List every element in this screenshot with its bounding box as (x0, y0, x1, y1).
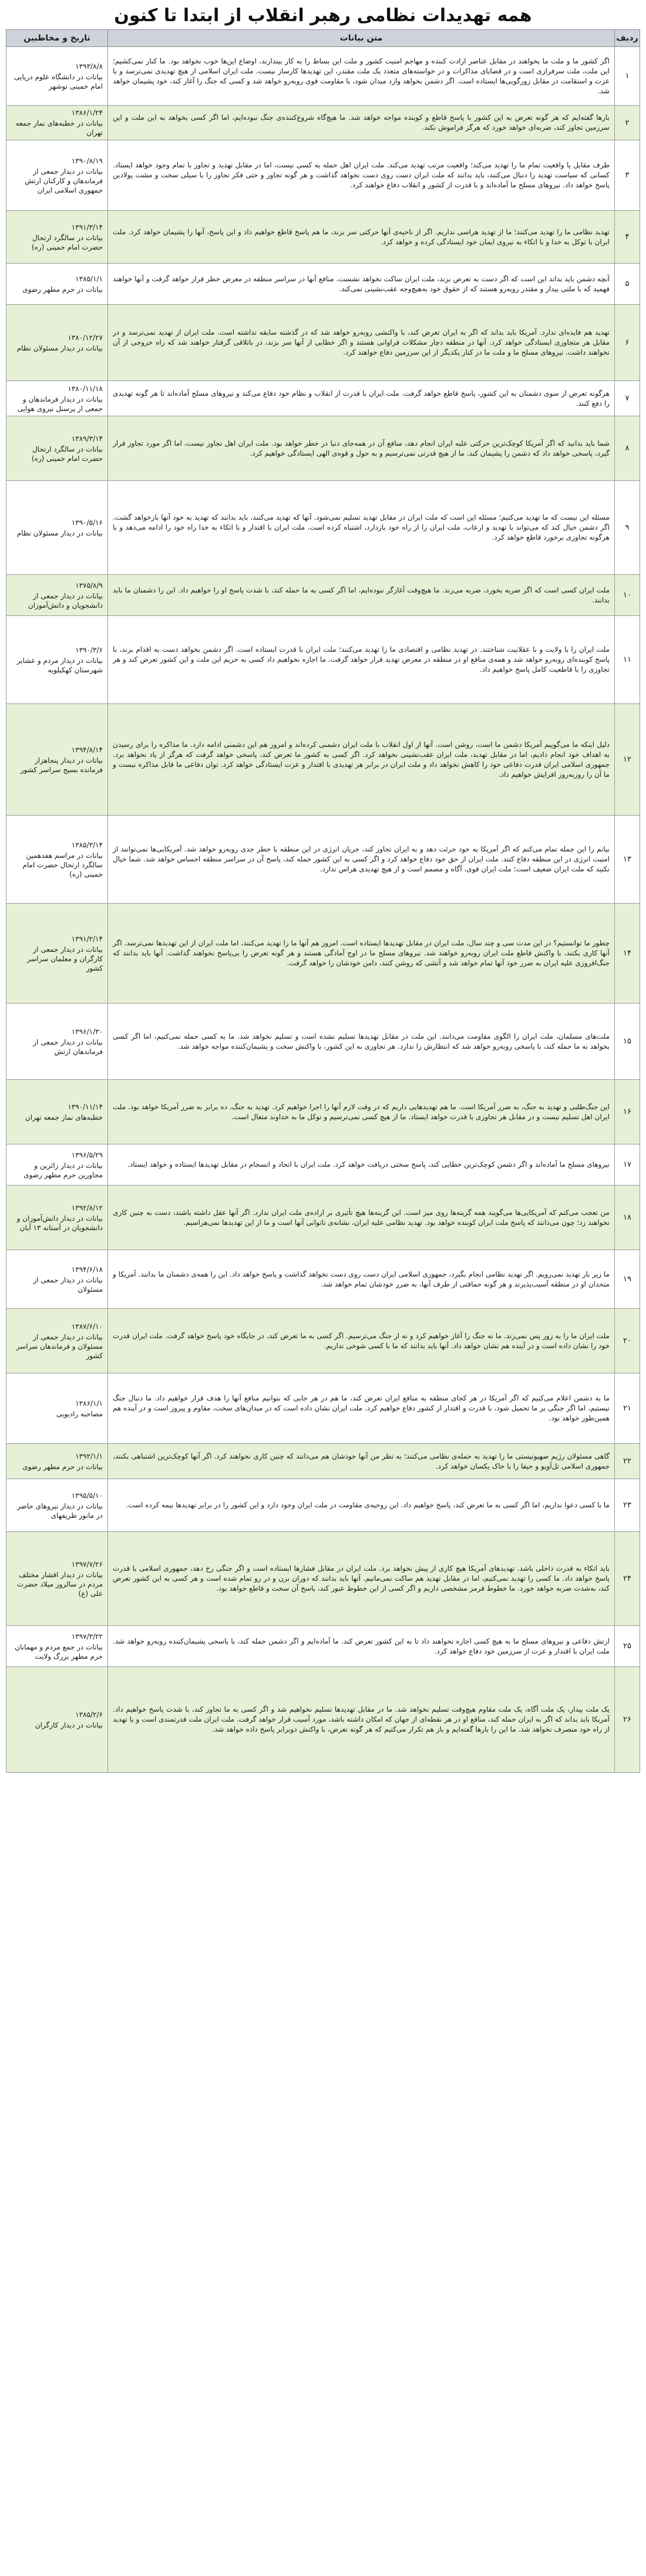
row-number: ۲ (615, 106, 640, 140)
statements-table (6, 29, 640, 1773)
statement-audience: بیانات در دیدار زائرین و مجاورین حرم مطهر رضوی (23, 1161, 103, 1179)
table-row (6, 1186, 640, 1250)
table-row (6, 1479, 640, 1532)
statement-text: تهدید نظامی ما را تهدید می‌کنند؛ ما از تهدید هراسی نداریم. اگر از ناحیه‌ی آنها حرکتی سر بزند، ما هم پاسخ قاطع خواهیم داد و این پاسخ، آنها را پشیمان خواهد کرد. ملت ایران با توکل به خدا و با اتکاء به نیروی ایمان خود ایستادگی کرده و خواهد کرد. (108, 211, 615, 264)
row-number: ۱۹ (615, 1250, 640, 1309)
row-number: ۲۲ (615, 1444, 640, 1479)
statement-text: ما با کسی دعوا نداریم، اما اگر کسی به ما تعرض کند، پاسخ خواهیم داد. این روحیه‌ی مقاومت در ملت ایران وجود دارد و این کشور را در برابر تهدیدها بیمه کرده است. (108, 1479, 615, 1532)
statement-text: ملت ایران ما را به زور پس نمی‌زند. ما نه جنگ را آغاز خواهیم کرد و نه از جنگ می‌ترسیم. اگر کسی به ما تعرض کند، در جایگاه خود پاسخ خواهد گرفت. ملت ایران قدرت خود را نشان داده است و در آینده هم نشان خواهد داد. آنها باید بدانند که ما با کسی شوخی نداریم. (108, 1309, 615, 1373)
table-row (6, 1309, 640, 1373)
statement-text: هرگونه تعرض از سوی دشمنان به این کشور، پاسخ قاطع خواهد گرفت. ملت ایران با قدرت از انقلاب و نظام خود دفاع می‌کند و نیروهای مسلح آماده‌اند تا هر گونه تهدیدی را دفع کنند. (108, 381, 615, 416)
row-number: ۸ (615, 416, 640, 481)
table-row (6, 1444, 640, 1479)
statement-text: باید اتکاء به قدرت داخلی باشد. تهدیدهای آمریکا هیچ کاری از پیش نخواهد برد. ملت ایران در مقابل فشارها ایستاده است و اگر جنگی رخ دهد، جمهوری اسلامی با قدرت پاسخ خواهد داد. ما کسی را تهدید نمی‌کنیم، اما در مقابل تهدید هم ساکت نمی‌مانیم. آنها باید بدانند که دوران بزن و در رو تمام شده است و هر کسی به این کشور تعرض کند، به‌شدت ضربه خواهد خورد. ما خطوط قرمز مشخصی داریم و اگر کسی از این خطوط عبور کند، پاسخ آن سخت و قاطع خواهد بود. (108, 1532, 615, 1626)
date-audience-cell (6, 816, 108, 904)
statement-date: ۱۳۸۰/۱۲/۲۷ (68, 333, 103, 342)
statement-audience: بیانات در دیدار نیروهای حاضر در مانور ظریفهای (16, 1501, 103, 1520)
column-header-meta: تاریخ و مخاطبین (6, 30, 108, 47)
statement-audience: بیانات در دیدار جمعی از فرماندهان و کارکنان ارتش جمهوری اسلامی ایران (25, 167, 103, 194)
row-number: ۱۴ (615, 904, 640, 1004)
row-number: ۳ (615, 140, 640, 211)
statement-date: ۱۳۹۴/۶/۱۸ (71, 1265, 103, 1274)
row-number: ۵ (615, 264, 640, 305)
statement-audience: بیانات در دیدار اقشار مختلف مردم در سالروز میلاد حضرت علی (ع) (16, 1570, 103, 1598)
table-row (6, 1080, 640, 1144)
statement-text: مسئله این نیست که ما تهدید می‌کنیم؛ مسئله این است که ملت ایران در مقابل تهدید تسلیم نمی‌شود. آنها که تهدید می‌کنند، باید بدانند که تهدید به خود آنها بازخواهد گشت. اگر دشمن خیال کند که می‌تواند با تهدید و ارعاب، ملت ایران را از راه خود بازدارد، اشتباه کرده است. ملت ایران با اقتدار و با اتکاء به خدا راه خود را ادامه می‌دهد و با هرگونه تجاوزی برخورد قاطع خواهد کرد. (108, 481, 615, 575)
statement-date: ۱۳۸۵/۱/۱ (75, 274, 103, 283)
statement-date: ۱۳۹۵/۵/۱۰ (71, 1491, 103, 1500)
table-row (6, 264, 640, 305)
table-body (6, 47, 640, 1773)
date-audience-cell (6, 1532, 108, 1626)
statement-date: ۱۳۹۰/۸/۱۹ (71, 156, 103, 165)
date-audience-cell (6, 1004, 108, 1080)
row-number: ۲۶ (615, 1667, 640, 1773)
date-audience-cell (6, 616, 108, 704)
date-audience-cell (6, 47, 108, 106)
row-number: ۲۱ (615, 1373, 640, 1444)
statement-text: ملت ایران را با ولایت و با عقلانیت شناختند. در تهدید نظامی و اقتصادی ما را تهدید می‌کنند؛ ملت ایران با قدرت ایستاده است. اگر دشمن بخواهد دست به اقدام بزند، با پاسخ کوبنده‌ای روبه‌رو خواهد شد و همه‌ی منافع او در منطقه در معرض تهدید قرار خواهد گرفت. ما اجازه نخواهیم داد کسی به حریم این ملت و این کشور تعرض کند و هر تجاوزی را با قاطعیت کامل پاسخ خواهیم داد. (108, 616, 615, 704)
row-number: ۴ (615, 211, 640, 264)
row-number: ۱۸ (615, 1186, 640, 1250)
row-number: ۷ (615, 381, 640, 416)
date-audience-cell (6, 1626, 108, 1667)
statement-date: ۱۳۹۱/۲/۱۴ (71, 934, 103, 943)
row-number: ۱۷ (615, 1144, 640, 1186)
date-audience-cell (6, 305, 108, 381)
statement-audience: بیانات در دانشگاه علوم دریایی امام خمینی نوشهر (14, 72, 103, 90)
date-audience-cell (6, 1479, 108, 1532)
date-audience-cell (6, 904, 108, 1004)
date-audience-cell (6, 575, 108, 616)
statement-audience: خطبه‌های نماز جمعه تهران (25, 1113, 103, 1122)
statement-audience: بیانات در دیدار مردم و عشایر شهرستان کهکیلویه (16, 656, 103, 674)
statement-date: ۱۳۹۷/۷/۲۶ (71, 1560, 103, 1568)
statement-text: اگر کشور ما و ملت ما بخواهند در مقابل عناصر ارادت کننده و مهاجم امنیت کشور و ملت این بساط را به کار بیندازند، اوضاع این‌ها خوب نخواهد بود. ما کنار نمی‌کشیم؛ این ملت، ملت سرفرازی است و در قضایای مذاکرات و در خواسته‌های متعدد یک ملت مقتدر، این تهدیدها کارساز نیست. ملت ایران اسلامی از هیچ تهدیدی نمی‌ترسد و با عزت و استقامت در مقابل زورگویی‌ها ایستاده است. اگر دشمن بخواهد وارد میدان شود، با مقاومت قوی روبه‌رو خواهد شد و کسی که جنگ را آغاز کند، خود پشیمان خواهد شد. (108, 47, 615, 106)
table-row (6, 381, 640, 416)
table-row (6, 106, 640, 140)
statement-date: ۱۳۸۵/۳/۱۴ (71, 840, 103, 849)
table-row (6, 1532, 640, 1626)
date-audience-cell (6, 211, 108, 264)
statement-audience: بیانات در دیدار جمعی از مسئولان و فرماندهان سراسر کشور (16, 1332, 103, 1360)
statement-text: ملت ایران کسی است که اگر ضربه بخورد، ضربه می‌زند. ما هیچ‌وقت آغازگر نبوده‌ایم، اما اگر کسی به ما حمله کند، با شدت پاسخ او را خواهیم داد. این را دشمنان ما باید بدانند. (108, 575, 615, 616)
row-number: ۹ (615, 481, 640, 575)
statement-audience: بیانات در دیدار جمعی از کارگران و معلمان سراسر کشور (26, 945, 103, 972)
statement-date: ۱۳۹۴/۸/۱۴ (71, 745, 103, 754)
date-audience-cell (6, 1250, 108, 1309)
statement-date: ۱۳۹۰/۵/۱۶ (71, 518, 103, 527)
statement-audience: مصاحبه رادیویی (56, 1409, 103, 1418)
statement-date: ۱۳۹۶/۵/۲۹ (71, 1150, 103, 1159)
statement-date: ۱۳۷۵/۸/۹ (75, 581, 103, 590)
row-number: ۱ (615, 47, 640, 106)
statement-text: ارتش دفاعی و نیروهای مسلح ما به هیچ کسی اجازه نخواهند داد تا به این کشور تعرض کند. ما آماده‌ایم و اگر دشمن حمله کند، با پاسخی پشیمان‌کننده روبه‌رو خواهد شد. ملت ایران با اقتدار و عزت از سرزمین خود دفاع خواهد کرد. (108, 1626, 615, 1667)
statement-date: ۱۳۹۶/۱/۳۰ (71, 1027, 103, 1036)
statement-audience: بیانات در خطبه‌های نماز جمعه تهران (15, 119, 103, 137)
statement-date: ۱۳۸۷/۶/۱۰ (71, 1322, 103, 1331)
date-audience-cell (6, 416, 108, 481)
row-number: ۱۵ (615, 1004, 640, 1080)
statement-audience: بیانات در مراسم هفدهمین سالگرد ارتحال حضرت امام خمینی (ره) (22, 851, 103, 878)
row-number: ۲۴ (615, 1532, 640, 1626)
table-row (6, 305, 640, 381)
statement-date: ۱۳۹۳/۸/۸ (75, 62, 103, 70)
row-number: ۱۰ (615, 575, 640, 616)
statement-audience: بیانات در دیدار کارگران (35, 1720, 103, 1729)
statement-text: یک ملت بیدار، یک ملت آگاه، یک ملت مقاوم هیچ‌وقت تسلیم نخواهد شد. ما در مقابل تهدیدها تسلیم نخواهیم شد و اگر کسی به ما تجاوز کند، با شدت پاسخ خواهیم داد. آمریکا باید بداند که اگر به ایران حمله کند، منافع او در هر نقطه‌ای از جهان که امکان داشته باشد، مورد آسیب قرار خواهد گرفت. ملت ایران ملت قدرتمندی است و با تهدید از راه خود منصرف نخواهد شد. ما این را بارها گفته‌ایم و باز هم تکرار می‌کنیم که هر گونه تعرض، با واکنش دوبرابر پاسخ داده خواهد شد. (108, 1667, 615, 1773)
column-header-text: متن بیانات (108, 30, 615, 47)
statement-audience: بیانات در دیدار فرماندهان و جمعی از پرسنل نیروی هوایی (17, 395, 103, 413)
row-number: ۱۲ (615, 704, 640, 816)
statement-text: این جنگ‌طلبی و تهدید به جنگ، به ضرر آمریکا است. ما هم تهدیدهایی داریم که در وقت لازم آنها را اجرا خواهیم کرد. تهدید به جنگ، ده برابر به ضرر آمریکا خواهد بود. ملت ایران اهل تسلیم نیست و در مقابل هر تجاوزی با قدرت خواهد ایستاد. ما از هیچ کسی نمی‌ترسیم و توکل ما به خداوند متعال است. (108, 1080, 615, 1144)
table-row (6, 481, 640, 575)
statement-text: چطور ما توانستیم؟ در این مدت سی و چند سال، ملت ایران در مقابل تهدیدها ایستاده است. امروز هم آنها ما را تهدید می‌کنند، اما ملت ایران از این تهدیدها نمی‌ترسد. اگر آنها کاری بکنند، با واکنش قاطع ملت ایران روبه‌رو خواهند شد. نیروهای مسلح ما در اوج آمادگی هستند و هر گونه تعرض را بی‌پاسخ نخواهند گذاشت. آنها باید بدانند که جنگ‌افروزی علیه ایران به ضرر خود آنها تمام خواهد شد و آتشی که روشن کنند، دامن خودشان را خواهد گرفت. (108, 904, 615, 1004)
statement-text: ملت‌های مسلمان، ملت ایران را الگوی مقاومت می‌دانند. این ملت در مقابل تهدیدها تسلیم نشده است و تسلیم نخواهد شد. ما به کسی حمله نمی‌کنیم، اما اگر کسی بخواهد به ما حمله کند، با پاسخی روبه‌رو خواهد شد که انتظارش را ندارد. هر تجاوزی به این کشور، با واکنش سخت و پشیمان‌کننده مواجه خواهد شد. (108, 1004, 615, 1080)
row-number: ۱۳ (615, 816, 640, 904)
row-number: ۱۱ (615, 616, 640, 704)
statement-audience: بیانات در دیدار مسئولان نظام (16, 344, 103, 352)
statement-date: ۱۳۸۵/۲/۶ (75, 1710, 103, 1719)
statement-audience: بیانات در دیدار پنجاهزار فرمانده بسیج سراسر کشور (20, 756, 103, 774)
statement-audience: بیانات در حرم مطهر رضوی (22, 1462, 103, 1471)
statement-audience: بیانات در جمع مردم و مهمانان حرم مطهر بزرگ ولایت (15, 1642, 103, 1661)
statement-text: طرف مقابل یا واقعیت تمام ما را تهدید می‌کند؛ واقعیت مرتب تهدید می‌کند. ملت ایران اهل حمله به کسی نیست، اما در مقابل تهدید و تجاوز با تمام وجود خواهد ایستاد. کسانی که سیاست تهدید را دنبال می‌کنند، باید بدانند که ملت ایران دست روی دست نخواهد گذاشت و هر گونه تجاوز و حتی فکر تجاوز را با سیلی سخت و مشت پولادین پاسخ خواهد داد. نیروهای مسلح ما آماده‌اند و با قدرت از کشور و انقلاب دفاع خواهند کرد. (108, 140, 615, 211)
page-title: همه تهدیدات نظامی رهبر انقلاب از ابتدا تا کنون (114, 5, 532, 26)
statement-text: بیانم را این جمله تمام می‌کنم که اگر آمریکا به خود جرئت دهد و به ایران تجاوز کند، جریان انرژی در این منطقه با خطر جدی روبه‌رو خواهد شد. آمریکایی‌ها نمی‌توانند از امنیت انرژی در این منطقه دفاع کنند. ملت ایران از حق خود دفاع خواهد کرد و اگر کسی به این کشور حمله کند، پاسخ آن در سراسر منطقه احساس خواهد شد. شما خیال نکنید که ملت ایران ضعیف است؛ ملت ایران قوی، آگاه و مصمم است و از هیچ تهدیدی هراس ندارد. (108, 816, 615, 904)
date-audience-cell (6, 1444, 108, 1479)
row-number: ۲۰ (615, 1309, 640, 1373)
date-audience-cell (6, 1186, 108, 1250)
date-audience-cell (6, 140, 108, 211)
statement-audience: بیانات در دیدار دانش‌آموزان و دانشجویان در آستانه ۱۳ آبان (16, 1214, 103, 1232)
statement-date: ۱۳۹۰/۳/۶ (75, 645, 103, 654)
statement-audience: بیانات در سالگرد ارتحال حضرت امام خمینی (ره) (31, 445, 103, 463)
date-audience-cell (6, 1373, 108, 1444)
date-audience-cell (6, 1667, 108, 1773)
row-number: ۶ (615, 305, 640, 381)
date-audience-cell (6, 106, 108, 140)
statement-text: ما به دشمن اعلام می‌کنیم که اگر آمریکا در هر کجای منطقه به منافع ایران تعرض کند، ما هم در هر جایی که بتوانیم منافع آنها را هدف قرار خواهیم داد. ما دنبال جنگ نیستیم، اما اگر جنگی بر ما تحمیل شود، با قدرت و اقتدار از کشور دفاع خواهیم کرد. ملت ایران نشان داده است که در میدان‌های سخت، مقاوم و پیروز است و در آینده هم همین‌طور خواهد بود. (108, 1373, 615, 1444)
date-audience-cell (6, 481, 108, 575)
date-audience-cell (6, 704, 108, 816)
date-audience-cell (6, 1309, 108, 1373)
statement-text: من تعجب می‌کنم که آمریکایی‌ها می‌گویند همه گزینه‌ها روی میز است. این گزینه‌ها هیچ تأثیری بر اراده‌ی ملت ایران ندارد. اگر آنها عقل داشته باشند، دست به چنین کاری نخواهند زد؛ چون می‌دانند که پاسخ ملت ایران کوبنده خواهد بود. تهدید نظامی علیه ایران، نشانه‌ی ناتوانی آنها است و ما از این تهدیدها نمی‌هراسیم. (108, 1186, 615, 1250)
statement-text: ما زیر بار تهدید نمی‌رویم. اگر تهدید نظامی انجام بگیرد، جمهوری اسلامی ایران دست روی دست نخواهد گذاشت و پاسخ خواهد داد. این را همه‌ی دشمنان ما بدانند. آمریکا و متحدان او در منطقه آسیب‌پذیرند و هر گونه حماقتی از طرف آنها، به ضرر خودشان تمام خواهد شد. (108, 1250, 615, 1309)
statement-date: ۱۳۸۶/۱/۲۴ (71, 109, 103, 117)
table-row (6, 1667, 640, 1773)
row-number: ۲۵ (615, 1626, 640, 1667)
statement-audience: بیانات در دیدار جمعی از دانشجویان و دانش‌آموزان (28, 591, 103, 610)
statement-date: ۱۳۹۱/۳/۱۴ (71, 223, 103, 231)
statement-date: ۱۳۹۷/۳/۲۲ (71, 1632, 103, 1641)
table-row (6, 140, 640, 211)
statement-text: نیروهای مسلح ما آماده‌اند و اگر دشمن کوچک‌ترین خطایی کند، پاسخ سختی دریافت خواهد کرد. ملت ایران با اتحاد و انسجام در مقابل تهدیدها ایستاده و خواهد ایستاد. (108, 1144, 615, 1186)
statement-audience: بیانات در دیدار مسئولان نظام (16, 528, 103, 537)
table-row (6, 575, 640, 616)
table-row (6, 416, 640, 481)
statement-audience: بیانات در دیدار جمعی از مسئولان (33, 1275, 103, 1294)
statement-audience: بیانات در دیدار جمعی از فرماندهان ارتش (33, 1038, 103, 1056)
table-row (6, 1626, 640, 1667)
statement-text: شما باید بدانید که اگر آمریکا کوچک‌ترین حرکتی علیه ایران انجام دهد، منافع آن در همه‌جای دنیا در خطر خواهد بود. ملت ایران اهل تجاوز نیست، اما اگر مورد تجاوز قرار گیرد، پاسخی خواهد داد که دشمن را پشیمان کند. ما از هیچ قدرتی نمی‌ترسیم و به حول و قوه‌ی الهی ایستادگی خواهیم کرد. (108, 416, 615, 481)
table-row (6, 1144, 640, 1186)
statement-date: ۱۳۹۲/۱/۱ (75, 1452, 103, 1460)
date-audience-cell (6, 1080, 108, 1144)
table-row (6, 211, 640, 264)
table-row (6, 704, 640, 816)
table-row (6, 904, 640, 1004)
statement-date: ۱۳۸۹/۳/۱۴ (71, 434, 103, 443)
table-header-row (6, 30, 640, 47)
table-row (6, 1004, 640, 1080)
statement-text: بارها گفته‌ایم که هر گونه تعرض به این کشور با پاسخ قاطع و کوبنده مواجه خواهد شد. ما هیچ‌گاه شروع‌کننده‌ی جنگ نبوده‌ایم، اما اگر کسی بخواهد به این ملت و این سرزمین تجاوز کند، ضربه‌ای خواهد خورد که هرگز فراموش نکند. (108, 106, 615, 140)
statement-date: ۱۳۹۲/۸/۱۲ (71, 1203, 103, 1212)
statement-audience: بیانات در حرم مطهر رضوی (22, 285, 103, 294)
statement-audience: بیانات در سالگرد ارتحال حضرت امام خمینی (ره) (31, 233, 103, 251)
statement-date: ۱۳۸۰/۱۱/۱۸ (68, 384, 103, 393)
statement-text: گاهی مسئولان رژیم صهیونیستی ما را تهدید به حمله‌ی نظامی می‌کنند؛ به نظر من آنها خودشان هم می‌دانند که چنین کاری نخواهند کرد. اگر آنها کوچک‌ترین اشتباهی بکنند، جمهوری اسلامی تل‌آویو و حیفا را با خاک یکسان خواهد کرد. (108, 1444, 615, 1479)
statement-text: تهدید هم فایده‌ای ندارد. آمریکا باید بداند که اگر به ایران تعرض کند، با واکنشی روبه‌رو خواهد شد که در گذشته سابقه نداشته است. ملت ایران از تهدید نمی‌ترسد و در مقابل هر متجاوزی ایستادگی خواهد کرد. آنها در منطقه دچار مشکلات فراوانی هستند و اگر خطایی از آنها سر بزند، در باتلاقی گرفتار خواهند شد که راه خروجی از آن نخواهند داشت. نیروهای مسلح ما و ملت ما در کنار یکدیگر از این سرزمین دفاع خواهند کرد. (108, 305, 615, 381)
table-row (6, 47, 640, 106)
statement-date: ۱۳۸۶/۱/۱ (75, 1399, 103, 1407)
statement-date: ۱۳۹۰/۱۱/۱۴ (68, 1102, 103, 1111)
table-row (6, 816, 640, 904)
table-row (6, 1373, 640, 1444)
date-audience-cell (6, 1144, 108, 1186)
table-row (6, 616, 640, 704)
row-number: ۱۶ (615, 1080, 640, 1144)
statement-text: آنچه دشمن باید بداند این است که اگر دست به تعرض بزند، ملت ایران ساکت نخواهد نشست. منافع آنها در سراسر منطقه در معرض خطر قرار خواهد گرفت و آنها خواهند فهمید که با ملتی بیدار و مقتدر روبه‌رو هستند که از حقوق خود به‌هیچ‌وجه عقب‌نشینی نمی‌کند. (108, 264, 615, 305)
statement-text: دلیل اینکه ما می‌گوییم آمریکا دشمن ما است، روشن است. آنها از اول انقلاب با ملت ایران دشمنی کرده‌اند و امروز هم این دشمنی ادامه دارد. ما مذاکره را برای رسیدن به اهداف خود انجام دادیم، اما در مقابل تهدید، ملت ایران عقب‌نشینی نخواهد کرد. اگر کسی به کشور ما تعرض کند، پاسخی خواهد گرفت که هرگز از یاد نخواهد برد. جمهوری اسلامی ایران قدرت دفاعی خود را کاهش نخواهد داد و ملت ایران در برابر هر تهدیدی با اقتدار و عزت ایستادگی خواهد کرد. توان دفاعی ما قابل مذاکره نیست و ما آن را روزبه‌روز افزایش خواهیم داد. (108, 704, 615, 816)
date-audience-cell (6, 264, 108, 305)
row-number: ۲۳ (615, 1479, 640, 1532)
column-header-index: ردیف (615, 30, 640, 47)
table-row (6, 1250, 640, 1309)
page (6, 4, 640, 1773)
date-audience-cell (6, 381, 108, 416)
